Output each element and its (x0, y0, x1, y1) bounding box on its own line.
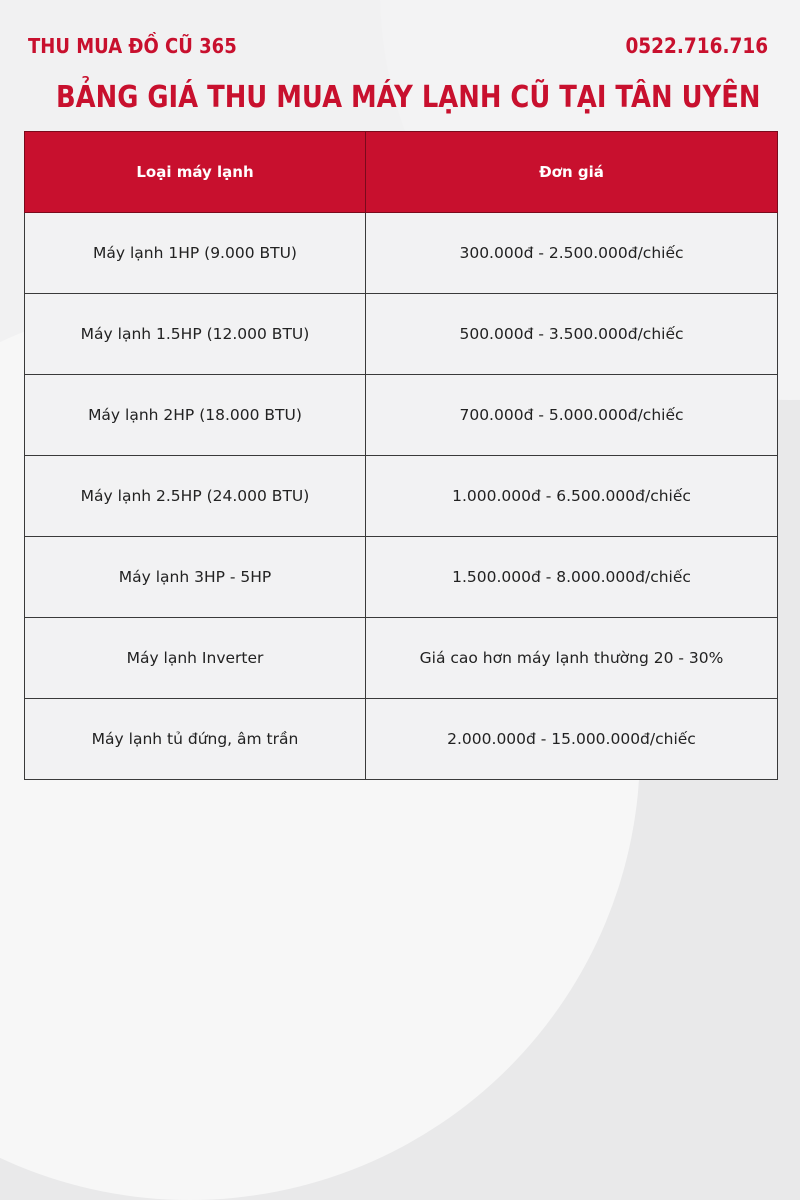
cell-type: Máy lạnh 3HP - 5HP (25, 537, 366, 618)
cell-type: Máy lạnh 2.5HP (24.000 BTU) (25, 456, 366, 537)
cell-price: 700.000đ - 5.000.000đ/chiếc (366, 375, 778, 456)
page-title: BẢNG GIÁ THU MUA MÁY LẠNH CŨ TẠI TÂN UYÊN (56, 80, 761, 115)
table-row (25, 699, 778, 780)
table-row (25, 537, 778, 618)
phone-number: 0522.716.716 (625, 34, 768, 58)
table-row (25, 213, 778, 294)
cell-type: Máy lạnh Inverter (25, 618, 366, 699)
cell-price: Giá cao hơn máy lạnh thường 20 - 30% (366, 618, 778, 699)
cell-type: Máy lạnh 1HP (9.000 BTU) (25, 213, 366, 294)
cell-price: 2.000.000đ - 15.000.000đ/chiếc (366, 699, 778, 780)
cell-type: Máy lạnh 2HP (18.000 BTU) (25, 375, 366, 456)
cell-price: 1.000.000đ - 6.500.000đ/chiếc (366, 456, 778, 537)
column-header-type: Loại máy lạnh (25, 132, 366, 213)
table-row (25, 456, 778, 537)
cell-price: 500.000đ - 3.500.000đ/chiếc (366, 294, 778, 375)
brand-name: THU MUA ĐỒ CŨ 365 (28, 34, 237, 58)
cell-price: 300.000đ - 2.500.000đ/chiếc (366, 213, 778, 294)
price-table (24, 131, 778, 780)
cell-price: 1.500.000đ - 8.000.000đ/chiếc (366, 537, 778, 618)
table-row (25, 618, 778, 699)
table-row (25, 375, 778, 456)
cell-type: Máy lạnh tủ đứng, âm trần (25, 699, 366, 780)
cell-type: Máy lạnh 1.5HP (12.000 BTU) (25, 294, 366, 375)
column-header-price: Đơn giá (366, 132, 778, 213)
table-header-row (25, 132, 778, 213)
table-row (25, 294, 778, 375)
